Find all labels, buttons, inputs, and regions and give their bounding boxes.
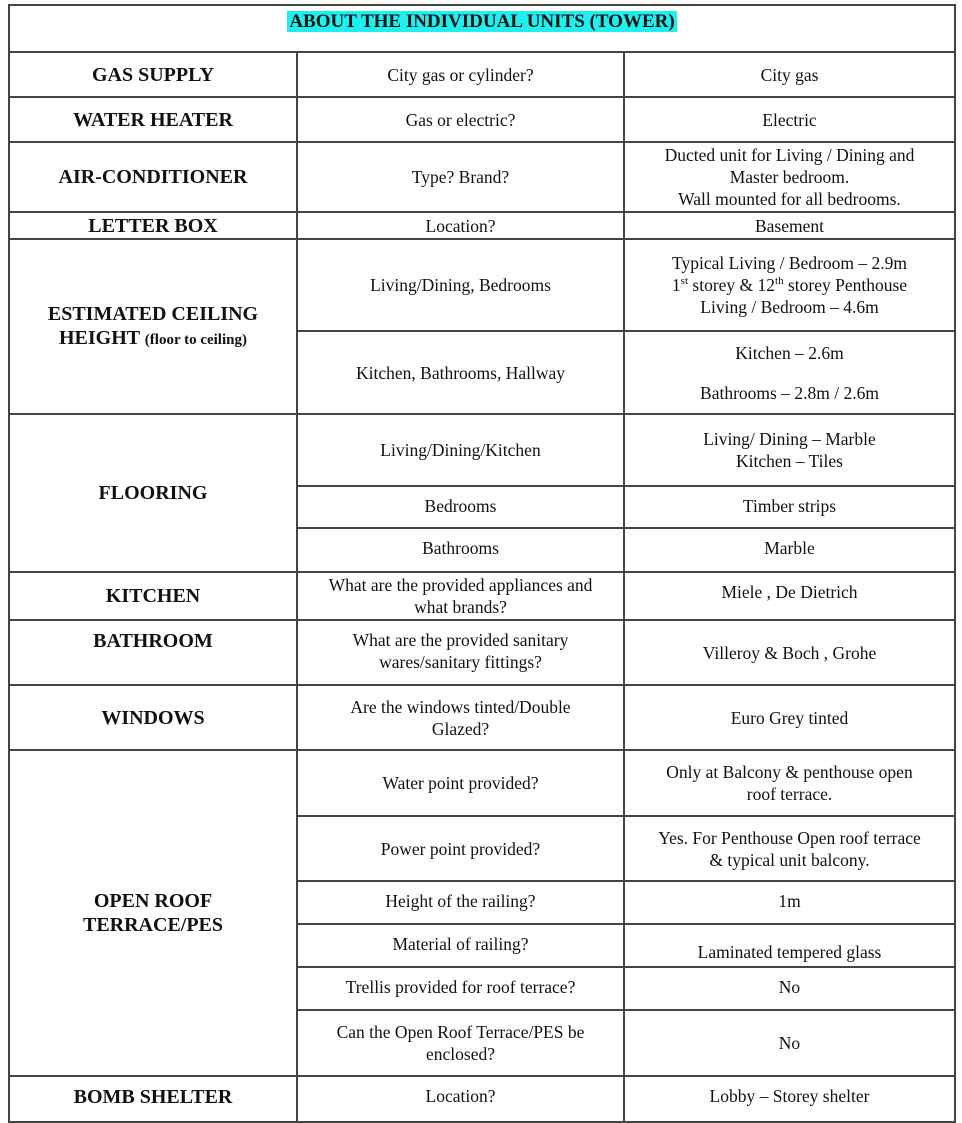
answer-line: Ducted unit for Living / Dining and [664,145,915,165]
category-water-heater: WATER HEATER [9,97,297,142]
category-line [14,326,292,352]
question-gas-supply: City gas or cylinder? [297,52,624,97]
question-flooring-living: Living/Dining/Kitchen [297,414,624,486]
category-open-roof-terrace [9,750,297,1076]
category-air-conditioner: AIR-CONDITIONER [9,142,297,212]
title-row [9,5,955,52]
table-row [9,97,955,142]
answer-line: Kitchen – Tiles [736,451,843,471]
answer-power-point [624,816,955,881]
answer-text: 1 [671,275,681,295]
category-bomb-shelter: BOMB SHELTER [9,1076,297,1122]
question-line: wares/sanitary fittings? [379,652,542,672]
category-windows: WINDOWS [9,685,297,750]
category-bathroom: BATHROOM [9,620,297,685]
answer-bathroom: Villeroy & Boch , Grohe [624,620,955,685]
answer-line: roof terrace. [746,784,833,804]
answer-ceiling-kitchen [624,331,955,414]
table-row [9,685,955,750]
answer-kitchen: Miele , De Dietrich [624,572,955,620]
table-row [9,414,955,486]
page-title: ABOUT THE INDIVIDUAL UNITS (TOWER) [289,11,675,32]
table-row [9,239,955,331]
table-row [9,620,955,685]
question-line: Glazed? [431,718,490,739]
question-line: Can the Open Roof Terrace/PES be [336,1022,585,1042]
question-water-point: Water point provided? [297,750,624,816]
answer-flooring-bedrooms: Timber strips [624,486,955,528]
question-trellis: Trellis provided for roof terrace? [297,967,624,1010]
category-line: ESTIMATED CEILING [47,302,259,325]
answer-flooring-living [624,414,955,486]
answer-text: storey Penthouse [783,275,908,295]
answer-line: Yes. For Penthouse Open roof terrace [658,827,921,848]
category-line: OPEN ROOF [93,890,213,912]
answer-ceiling-living [624,239,955,331]
answer-water-point [624,750,955,816]
answer-flooring-bathrooms: Marble [624,528,955,572]
answer-windows: Euro Grey tinted [624,685,955,750]
document-page [8,4,954,1123]
answer-air-conditioner [624,142,955,212]
answer-line: Living / Bedroom – 4.6m [700,297,879,317]
question-line: what brands? [414,597,507,617]
question-bathroom [297,620,624,685]
category-gas-supply: GAS SUPPLY [9,52,297,97]
table-row [9,142,955,212]
answer-letter-box: Basement [624,212,955,239]
category-letter-box: LETTER BOX [9,212,297,239]
answer-line: Only at Balcony & penthouse open [666,762,913,782]
table-row [9,212,955,239]
answer-water-heater: Electric [624,97,955,142]
title-cell [9,5,955,52]
category-flooring: FLOORING [9,414,297,572]
question-power-point: Power point provided? [297,816,624,881]
answer-line: Wall mounted for all bedrooms. [678,189,901,209]
answer-text: storey & 12 [688,275,776,295]
question-line: What are the provided sanitary [352,630,569,650]
question-line: What are the provided appliances and [328,575,593,595]
question-railing-material: Material of railing? [297,924,624,967]
question-flooring-bedrooms: Bedrooms [297,486,624,528]
category-ceiling-height [9,239,297,414]
question-air-conditioner: Type? Brand? [297,142,624,212]
question-railing-height: Height of the railing? [297,881,624,924]
question-windows [297,685,624,750]
category-note: (floor to ceiling) [144,331,247,348]
answer-bomb-shelter: Lobby – Storey shelter [624,1076,955,1122]
answer-line: Typical Living / Bedroom – 2.9m [672,253,907,273]
units-info-table [8,4,956,1123]
question-kitchen [297,572,624,620]
question-letter-box: Location? [297,212,624,239]
question-flooring-bathrooms: Bathrooms [297,528,624,572]
question-ceiling-kitchen: Kitchen, Bathrooms, Hallway [297,331,624,414]
answer-line: Bathrooms – 2.8m / 2.6m [700,382,879,403]
table-row [9,750,955,816]
ordinal-suffix: th [775,275,784,288]
answer-enclosed: No [624,1010,955,1076]
table-row [9,1076,955,1122]
ordinal-suffix: st [680,275,689,288]
question-line: enclosed? [426,1044,495,1064]
question-enclosed [297,1010,624,1076]
spacer [629,364,950,382]
answer-railing-height: 1m [624,881,955,924]
answer-gas-supply: City gas [624,52,955,97]
answer-trellis: No [624,967,955,1010]
table-row [9,52,955,97]
question-ceiling-living: Living/Dining, Bedrooms [297,239,624,331]
answer-line: Kitchen – 2.6m [735,342,844,363]
question-line: Are the windows tinted/Double [350,696,571,717]
category-line: TERRACE/PES [82,914,224,936]
answer-railing-material: Laminated tempered glass [624,924,955,967]
category-word: HEIGHT [59,326,140,349]
question-water-heater: Gas or electric? [297,97,624,142]
answer-line [629,274,950,296]
category-kitchen: KITCHEN [9,572,297,620]
question-bomb-shelter: Location? [297,1076,624,1122]
table-row [9,572,955,620]
answer-line: Living/ Dining – Marble [703,429,876,449]
answer-line: Master bedroom. [729,167,850,187]
answer-line: & typical unit balcony. [709,849,870,870]
